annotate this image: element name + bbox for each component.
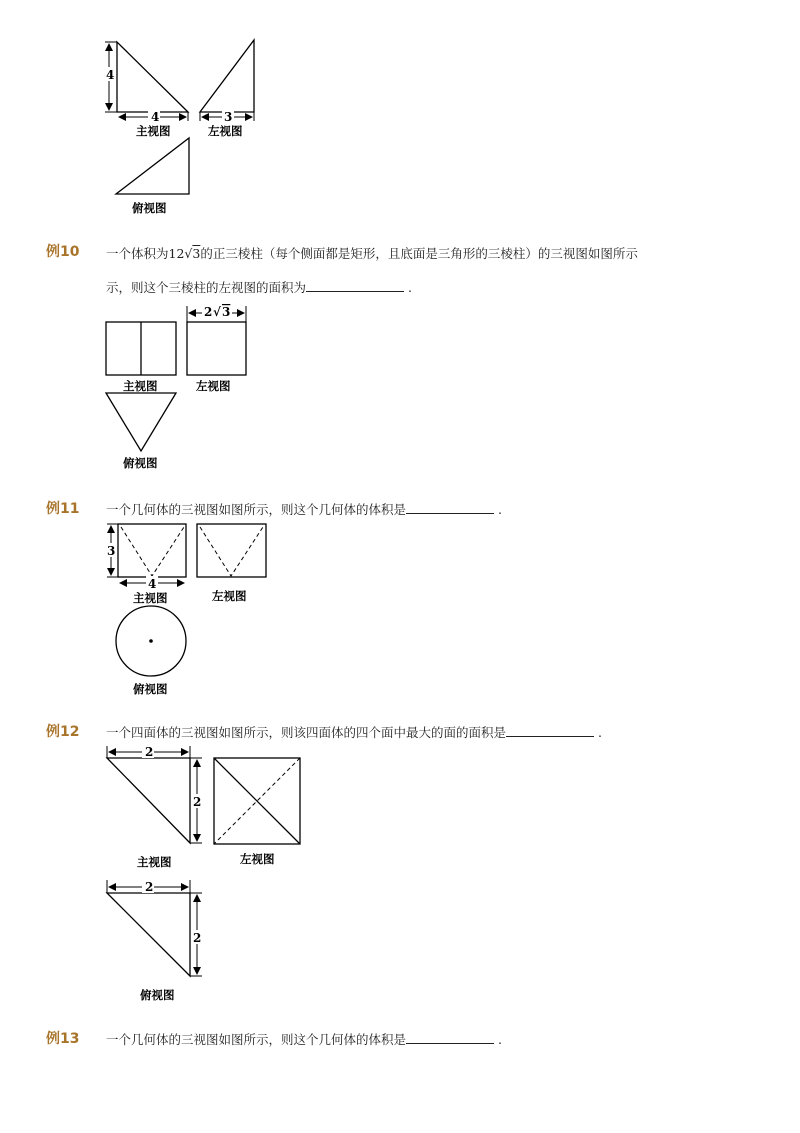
side-view-caption-11: 左视图: [212, 589, 247, 603]
example-10-label: 例10: [46, 244, 80, 260]
width-dim-label-11: 4: [148, 577, 157, 591]
top-view-caption-10: 俯视图: [123, 456, 158, 470]
example-13-text: 一个几何体的三视图如图所示，则这个几何体的体积是: [106, 1032, 407, 1047]
side-dim-sqrt: √: [213, 305, 221, 319]
front-view-caption-11: 主视图: [133, 591, 168, 605]
front-view-caption: 主视图: [136, 124, 171, 138]
example-12-text: 一个四面体的三视图如图所示，则该四面体的四个面中最大的面的面积是: [106, 725, 507, 740]
front-view-caption-12: 主视图: [137, 855, 172, 869]
top-view-caption: 俯视图: [132, 201, 167, 215]
volume-coefficient: 12: [168, 246, 185, 261]
front-width-dim-label: 2: [145, 745, 154, 759]
top-view-triangle-12: [107, 893, 190, 976]
example-13-label: 例13: [46, 1031, 80, 1047]
width-dim-label: 4: [151, 110, 160, 124]
side-view-caption-10: 左视图: [196, 379, 231, 393]
top-width-dim-label: 2: [145, 880, 154, 894]
height-dim-label: 4: [106, 68, 115, 82]
example-10-text-c: 示，则这个三棱柱的左视图的面积为: [106, 280, 307, 295]
volume-radicand: 3: [192, 246, 201, 261]
top-height-dim-label: 2: [193, 931, 202, 945]
height-dim-label-11: 3: [107, 544, 116, 558]
side-view-solid-diagonal: [214, 758, 300, 844]
example-10-text-a: 一个体积为: [106, 246, 169, 261]
side-view-caption-12: 左视图: [240, 852, 275, 866]
example-10-text-b: 的正三棱柱（每个侧面都是矩形，且底面是三角形的三棱柱）的三视图如图所示: [200, 246, 638, 261]
sqrt-sign: √: [184, 246, 193, 261]
example-13-end: .: [498, 1032, 502, 1047]
example-11-text: 一个几何体的三视图如图所示，则这个几何体的体积是: [106, 502, 407, 517]
example-12-label: 例12: [46, 724, 80, 740]
side-dim-coefficient: 2: [204, 305, 213, 319]
side-view-caption: 左视图: [208, 124, 243, 138]
example-11-end: .: [498, 502, 502, 517]
top-view-caption-11: 俯视图: [133, 682, 168, 696]
front-view-caption-10: 主视图: [123, 379, 158, 393]
answer-blank-13[interactable]: [406, 1033, 494, 1044]
example-13-line: [106, 1030, 502, 1048]
side-width-dim-label: 3: [224, 110, 233, 124]
top-view-caption-12: 俯视图: [140, 988, 175, 1002]
example-10-end: .: [408, 280, 412, 295]
front-height-dim-label: 2: [193, 795, 202, 809]
example-11-label: 例11: [46, 501, 80, 517]
front-view-triangle-12: [107, 758, 190, 843]
side-dim-radicand: 3: [222, 305, 231, 319]
example-12-end: .: [598, 725, 602, 740]
